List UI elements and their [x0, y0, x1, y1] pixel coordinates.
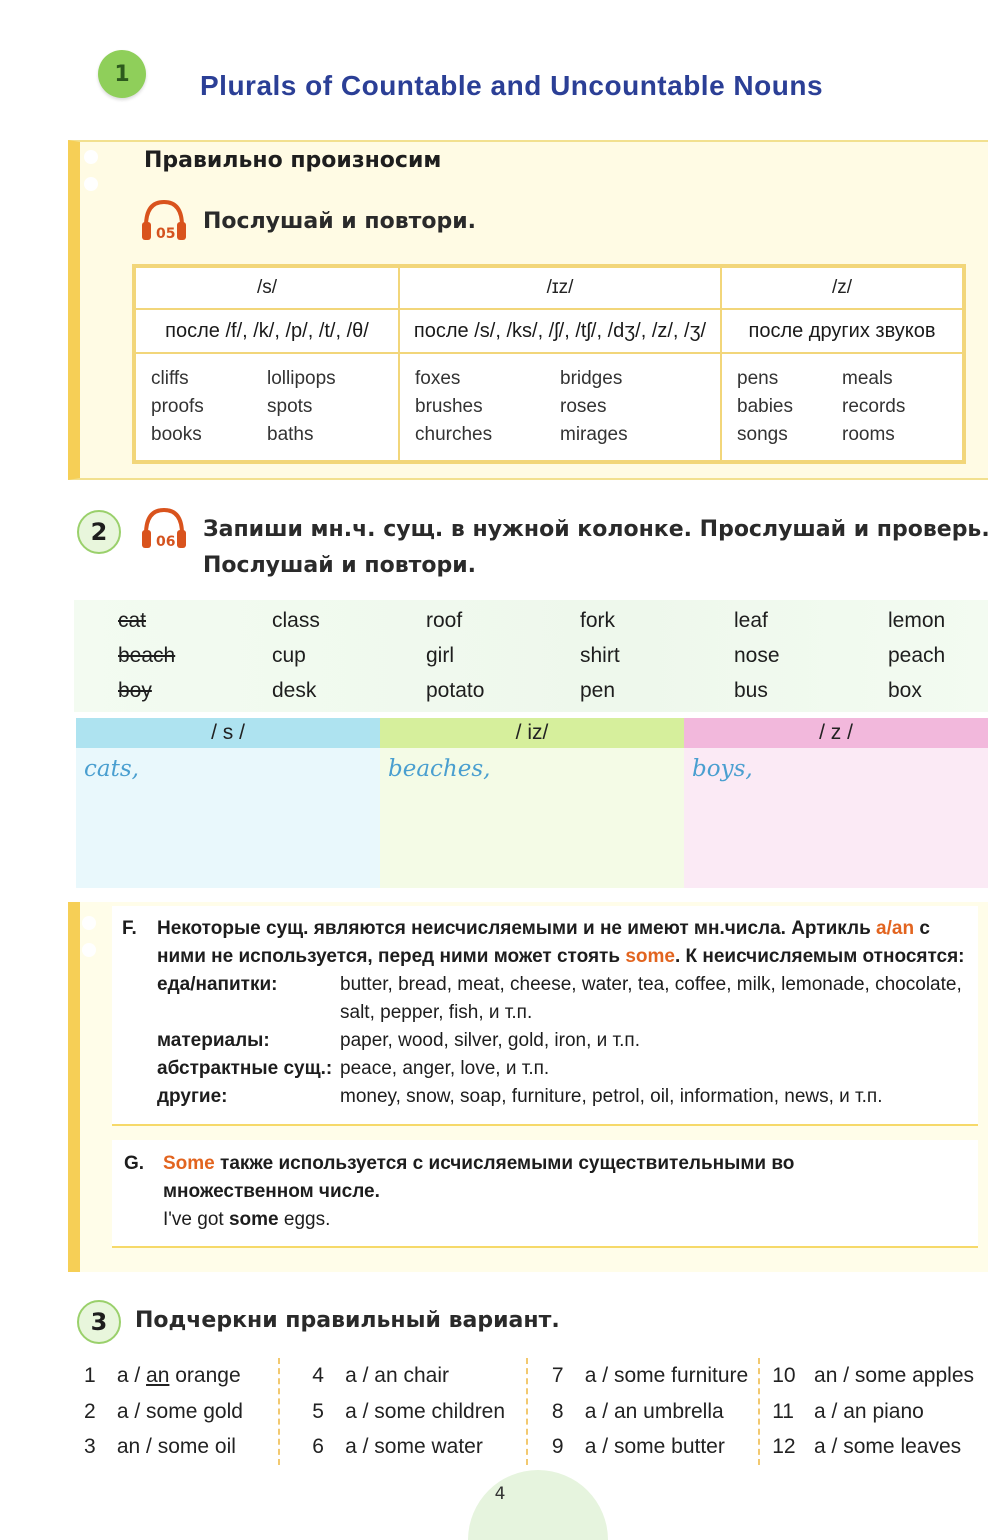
word: class [272, 609, 320, 632]
word: churches [415, 424, 493, 445]
word: box [888, 679, 922, 702]
exercise-item: 2 a / some gold [84, 1399, 243, 1423]
option[interactable]: a [814, 1399, 826, 1423]
highlight-some: some [625, 946, 675, 967]
option[interactable]: an [146, 1364, 170, 1387]
item-column [278, 1358, 526, 1465]
page-number-tab [468, 1470, 608, 1540]
sound-header: /s/ [135, 267, 399, 309]
option[interactable]: a [584, 1364, 597, 1387]
sound-header: /ɪz/ [399, 267, 721, 309]
sorting-table [76, 718, 988, 888]
category-label: абстрактные сущ.: [157, 1058, 333, 1079]
exercise-item: 10 an / some apples [772, 1364, 974, 1387]
option[interactable]: a [345, 1364, 357, 1387]
exercise3-instruction: Подчеркни правильный вариант. [135, 1308, 560, 1333]
category-label [157, 999, 340, 1027]
highlight-article: a/an [876, 918, 915, 939]
sound-rule: после других звуков [721, 309, 963, 353]
exercise-item: 12 a / some leaves [772, 1435, 962, 1458]
exercise-item: 7 a / some furniture [551, 1364, 749, 1387]
word: spots [267, 396, 313, 417]
exercise3-items [84, 1358, 984, 1465]
option[interactable]: a [116, 1364, 129, 1387]
answer-area[interactable] [684, 748, 988, 888]
word: mirages [560, 424, 628, 445]
word: records [842, 396, 906, 417]
rule-text: Некоторые сущ. являются неисчисляемыми и не имеют мн.числа. Артикль [157, 918, 877, 939]
sound-rule: после /f/, /k/, /p/, /t/, /θ/ [135, 309, 399, 353]
pronunciation-table [134, 266, 964, 462]
word-cell [399, 353, 721, 461]
category-label: еда/напитки: [157, 974, 278, 995]
exercise-item: 6 a / some water [312, 1435, 483, 1458]
word: songs [737, 424, 788, 445]
example-text: I've got [163, 1209, 229, 1230]
word: leaf [734, 609, 768, 632]
word: cliffs [151, 368, 189, 389]
exercise-item: 4 a / an chair [312, 1364, 450, 1387]
sort-header: / z / [684, 718, 988, 748]
decor-dot [84, 177, 98, 191]
unit-number-badge: 1 [98, 50, 146, 98]
rule-text: . К неисчисляемым относятся: [674, 946, 965, 967]
decor-dot [84, 150, 98, 164]
option[interactable]: some [374, 1435, 426, 1458]
grammar-letter: G. [124, 1153, 145, 1174]
page-number: 4 [494, 1484, 506, 1504]
handwritten-answer: cats, [84, 756, 139, 782]
word: pens [737, 368, 779, 389]
exercise-number-badge: 3 [77, 1300, 121, 1344]
answer-area[interactable] [380, 748, 684, 888]
option[interactable]: some [613, 1435, 666, 1458]
section-heading: Правильно произносим [144, 148, 442, 173]
word: brushes [415, 396, 483, 417]
example-some: some [228, 1209, 279, 1230]
option[interactable]: an [843, 1399, 867, 1423]
exercise-item: 3 an / some oil [84, 1435, 236, 1458]
category-label: другие: [157, 1086, 228, 1107]
option[interactable]: some [854, 1364, 907, 1387]
option[interactable]: a [584, 1399, 597, 1423]
word: babies [737, 396, 793, 417]
track-number: 06 [156, 534, 176, 550]
category-items: paper, wood, silver, gold, iron, и т.п. [340, 1030, 640, 1051]
highlight-some: Some [163, 1153, 215, 1174]
option[interactable]: an [116, 1435, 141, 1458]
word: baths [267, 424, 314, 445]
rule-text: множественном числе. [163, 1181, 380, 1202]
sort-column-iz [380, 718, 684, 888]
word: bridges [560, 368, 623, 389]
answer-area[interactable] [76, 748, 380, 888]
option[interactable]: some [843, 1435, 895, 1458]
sort-column-s [76, 718, 380, 888]
word: cup [272, 644, 306, 667]
word: desk [272, 679, 317, 702]
category-items: salt, pepper, fish, и т.п. [340, 1002, 533, 1023]
exercise-item: 5 a / some children [312, 1399, 506, 1423]
sort-header: / s / [76, 718, 380, 748]
option[interactable]: a [116, 1399, 129, 1423]
word: roof [426, 609, 463, 632]
exercise-item: 8 a / an umbrella [551, 1399, 724, 1423]
option[interactable]: a [345, 1399, 357, 1423]
rule-text: с [914, 918, 930, 939]
grammar-g [124, 1150, 974, 1234]
word: proofs [151, 396, 204, 417]
exercise-item: 1 a / an orange [84, 1364, 241, 1387]
word: books [151, 424, 202, 445]
decor-dot [82, 916, 96, 930]
category-items: money, snow, soap, furniture, petrol, oil, information, news, и т.п. [340, 1086, 883, 1107]
section1-instruction: Послушай и повтори. [203, 209, 477, 234]
instruction-line: Запиши мн.ч. сущ. в нужной колонке. Прослушай и проверь. [203, 517, 990, 542]
category-items: peace, anger, love, и т.п. [340, 1058, 550, 1079]
word: fork [580, 609, 616, 632]
word-crossed: boy [118, 679, 152, 702]
word: rooms [842, 424, 895, 445]
track-number: 05 [156, 226, 176, 242]
exercise-number-badge: 2 [77, 510, 121, 554]
exercise2-instruction [203, 512, 990, 584]
option[interactable]: a [584, 1435, 597, 1458]
exercise-item: 9 a / some butter [551, 1435, 725, 1458]
item-column [758, 1358, 984, 1465]
word: girl [426, 644, 455, 667]
word: lollipops [267, 368, 336, 389]
word-cell [135, 353, 399, 461]
rule-text: также используется с исчисляемыми существительными во [214, 1153, 795, 1174]
option[interactable]: some [613, 1364, 666, 1387]
item-column [526, 1358, 758, 1465]
sound-rule: после /s/, /ks/, /ʃ/, /tʃ/, /dʒ/, /z/, /ʒ/ [399, 309, 721, 353]
option[interactable]: some [374, 1399, 426, 1423]
word-grid [118, 603, 988, 708]
word: potato [426, 679, 485, 702]
sort-header: / iz/ [380, 718, 684, 748]
category-label: материалы: [157, 1030, 270, 1051]
sound-header: /z/ [721, 267, 963, 309]
rule-text: ними не используется, перед ними может стоять [157, 946, 626, 967]
sort-column-z [684, 718, 988, 888]
option[interactable]: a [814, 1435, 826, 1458]
option[interactable]: some [157, 1435, 210, 1458]
option[interactable]: a [345, 1435, 357, 1458]
decor-dot [82, 943, 96, 957]
option[interactable]: an [613, 1399, 638, 1423]
handwritten-answer: beaches, [388, 756, 491, 782]
word: bus [734, 679, 768, 702]
word: foxes [415, 368, 461, 389]
word: nose [734, 644, 780, 667]
handwritten-answer: boys, [692, 756, 753, 782]
word: peach [888, 644, 946, 667]
grammar-f [122, 915, 982, 1111]
word: lemon [888, 609, 946, 632]
instruction-line: Послушай и повтори. [203, 553, 477, 578]
grammar-letter: F. [122, 918, 137, 939]
word-crossed: beach [118, 644, 176, 667]
word: roses [560, 396, 607, 417]
exercise-item: 11 a / an piano [772, 1399, 924, 1423]
option[interactable]: some [146, 1399, 198, 1423]
word: meals [842, 368, 893, 389]
page-title: Plurals of Countable and Uncountable Nouns [200, 70, 824, 101]
word-cell [721, 353, 963, 461]
word-crossed: cat [118, 609, 147, 632]
category-items: butter, bread, meat, cheese, water, tea, coffee, milk, lemonade, chocolate, [340, 974, 962, 995]
option[interactable]: an [814, 1364, 838, 1387]
word: pen [580, 679, 616, 702]
word: shirt [580, 644, 620, 667]
example-text: eggs. [278, 1209, 331, 1230]
item-column [84, 1358, 278, 1465]
option[interactable]: an [374, 1364, 398, 1387]
